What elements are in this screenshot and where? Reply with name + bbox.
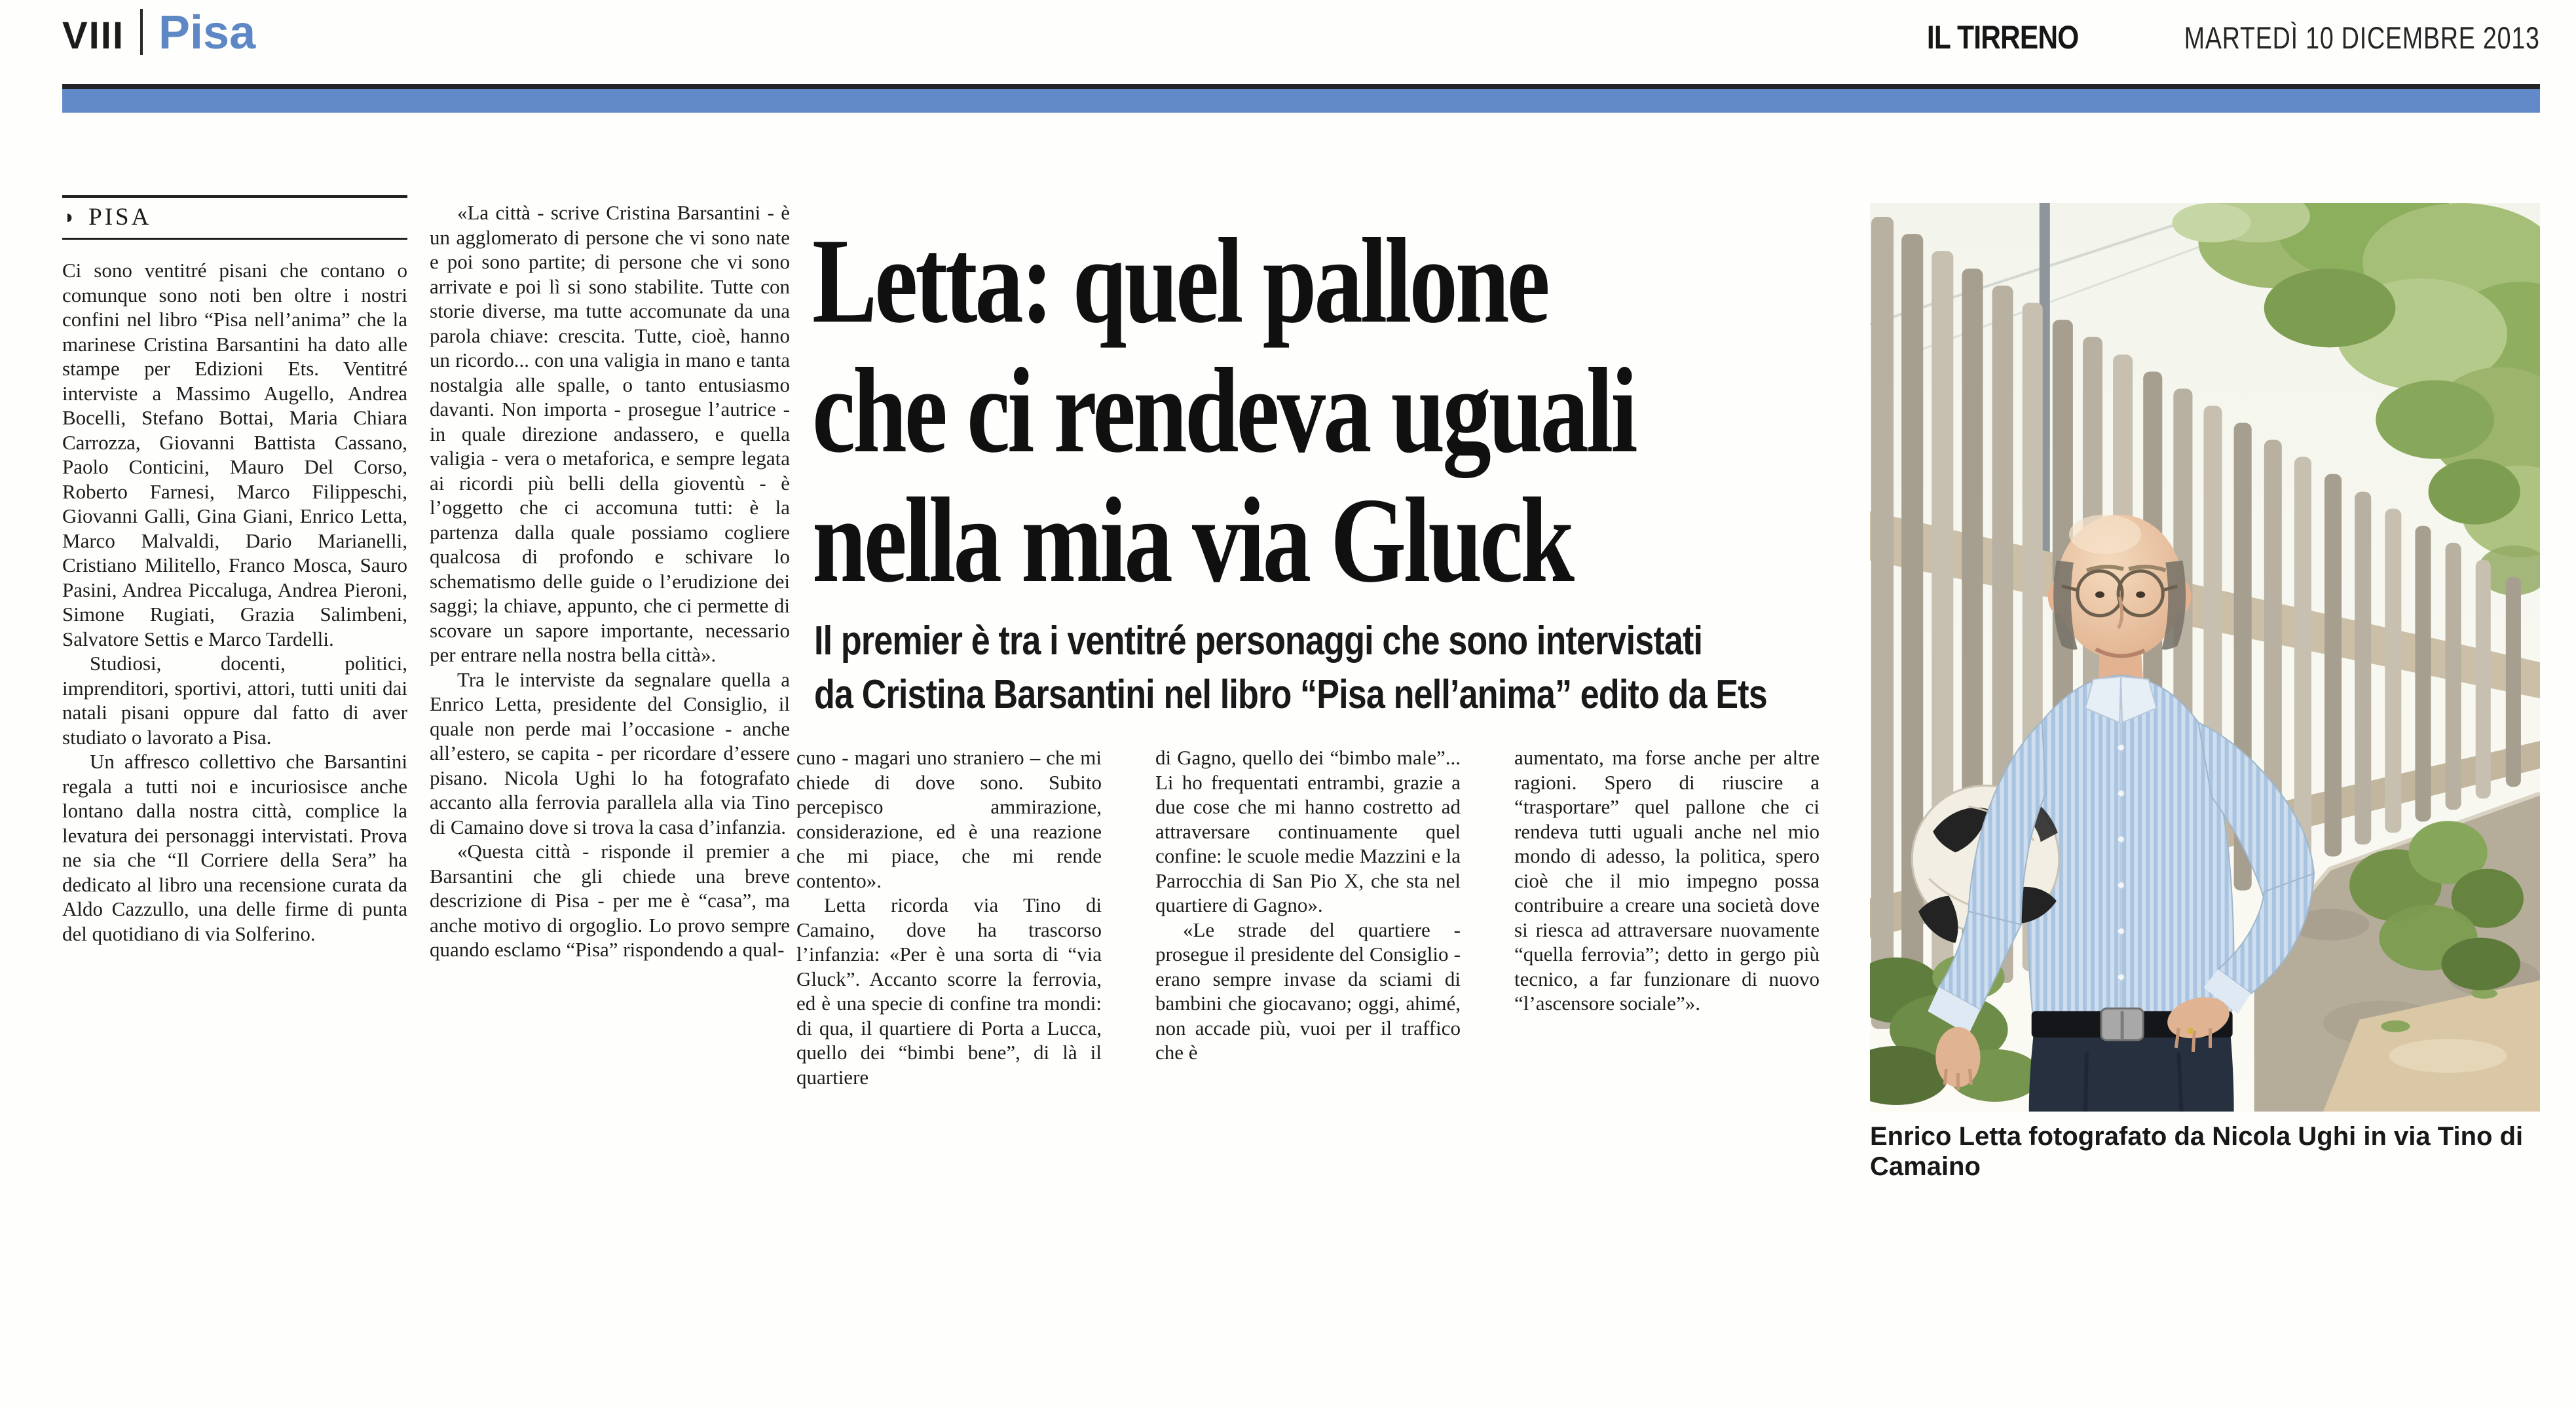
page-number: VIII — [62, 14, 125, 57]
article-column-4 — [1155, 745, 1461, 1065]
header-rule — [62, 84, 2540, 89]
deck — [814, 617, 1884, 724]
article-column-5 — [1514, 745, 1820, 1016]
headline — [812, 214, 1882, 609]
headline-line: nella mia via Gluck — [812, 473, 1572, 608]
paragraph: di Gagno, quello dei “bimbo male”... Li ho frequentati entrambi, grazie a due cose che mi hanno costretto ad attraversare continuamente quel confine: le scuole medie Mazzini e la Parrocchia di San Pio X, che sta nel quartiere di Gagno». — [1155, 746, 1461, 916]
folio-divider — [140, 9, 143, 55]
deck-line: Il premier è tra i ventitré personaggi che sono intervistati — [814, 618, 1703, 664]
headline-line: Letta: quel pallone — [812, 214, 1548, 348]
paragraph: aumentato, ma forse anche per altre ragioni. Spero di riuscire a “trasportare” quel pallone che ci rendeva tutti uguali anche nel mio mondo di adesso, la politica, spero cioè che il mio impegno possa contribuire a creare una società dove si riesca ad attraversare nuovamente “quella ferrovia”; detto in gergo più tecnico, a far funzionare di nuovo “l’ascensore sociale”». — [1514, 746, 1820, 1015]
kicker-label: PISA — [88, 204, 152, 231]
paragraph: cuno - magari uno straniero – che mi chiede di dove sono. Subito percepisco ammirazione, considerazione, ed è una reazione che mi piace, che mi rende contento». — [796, 746, 1102, 892]
letta-photo-illustration — [1870, 203, 2540, 1112]
article-column-1 — [62, 195, 407, 946]
masthead — [1900, 18, 2540, 56]
paragraph: Ci sono ventitré pisani che contano o comunque sono noti ben oltre i nostri confini nel libro “Pisa nell’anima” che la marinese Cristina Barsantini ha dato alle stampe per Edizioni Ets. Ventitré interviste a Massimo Augello, Andrea Bocelli, Stefano Bottai, Maria Chiara Carrozza, Giovanni Battista Cassano, Paolo Conticini, Mauro Del Corso, Roberto Farnesi, Marco Filippeschi, Giovanni Galli, Gina Giani, Enrico Letta, Marco Malvaldi, Dario Marianelli, Cristiano Militello, Franco Mosca, Sauro Pasini, Andrea Piccaluga, Andrea Pieroni, Simone Rugiati, Grazia Salimbeni, Salvatore Settis e Marco Tardelli. — [62, 259, 407, 650]
deck-line: da Cristina Barsantini nel libro “Pisa nell’anima” edito da Ets — [814, 672, 1767, 717]
paragraph: «Questa città - risponde il premier a Barsantini che gli chiede una breve descrizione di Pisa - per me è “casa”, ma anche motivo di orgoglio. Lo provo sempre quando esclamo “Pisa” rispondendo a qual- — [430, 840, 790, 961]
paragraph: Studiosi, docenti, politici, imprenditori, sportivi, attori, tutti uniti dai natali pisani oppure dal fatto di aver studiato o lavorato a Pisa. — [62, 652, 407, 749]
photo-enrico-letta — [1870, 203, 2540, 1112]
masthead-date: MARTEDÌ 10 DICEMBRE 2013 — [2184, 20, 2540, 55]
section-logo: Pisa — [159, 6, 256, 59]
article-column-2 — [430, 200, 790, 962]
kicker — [62, 195, 407, 240]
paragraph: «Le strade del quartiere - prosegue il presidente del Consiglio - erano sempre invase da sciami di bambini che giocavano; oggi, ahimé, non accade più, vuoi per il traffico che è — [1155, 918, 1461, 1064]
header-accent-bar — [62, 89, 2540, 113]
photo-caption: Enrico Letta fotografato da Nicola Ughi in via Tino di Camaino — [1870, 1122, 2524, 1181]
masthead-title: IL TIRRENO — [1926, 19, 2079, 56]
paragraph: «La città - scrive Cristina Barsantini - è un agglomerato di persone che vi sono nate e poi sono partite; di persone che vi sono arrivate e poi lì si sono stabilite. Tutte con storie diverse, ma tutte accomunate da una parola chiave: crescita. Tutte, cioè, hanno un ricordo... con una valigia in mano e tanta nostalgia alle spalle, o tanto entusiasmo davanti. Non importa - prosegue l’autrice - in quale direzione andassero, e quella valigia - vera o metaforica, e sempre legata ai ricordi più belli della gioventù - è l’oggetto che ci accomuna tutti: è la partenza dalla quale possiamo cogliere qualcosa di profondo e schivare lo schematismo delle guide o l’erudizione dei saggi; la chiave, appunto, che ci permette di scovare un sapore importante, necessario per entrare nella nostra bella città». — [430, 201, 790, 666]
folio — [62, 6, 256, 59]
paragraph: Un affresco collettivo che Barsantini regala a tutti noi e incuriosisce anche lontano dalla nostra città, complice la levatura dei personaggi intervistati. Prova ne sia che “Il Corriere della Sera” ha dedicato al libro una recensione curata da Aldo Cazzullo, una delle firme di punta del quotidiano di via Solferino. — [62, 750, 407, 945]
kicker-bullet-icon: ◗ — [64, 206, 79, 228]
headline-line: che ci rendeva uguali — [812, 343, 1635, 478]
article-column-3 — [796, 745, 1102, 1089]
paragraph: Tra le interviste da segnalare quella a Enrico Letta, presidente del Consiglio, il quale non perde mai l’occasione - anche all’estero, se capita - per ricordare d’essere pisano. Nicola Ughi lo ha fotografato accanto alla ferrovia parallela alla via Tino di Camaino dove si trova la casa d’infanzia. — [430, 667, 790, 838]
paragraph: Letta ricorda via Tino di Camaino, dove ha trascorso l’infanzia: «Per è una sorta di “via Gluck”. Accanto scorre la ferrovia, ed è una specie di confine tra mondi: di qua, il quartiere di Porta a Lucca, quello dei “bimbi bene”, di là il quartiere — [796, 893, 1102, 1089]
